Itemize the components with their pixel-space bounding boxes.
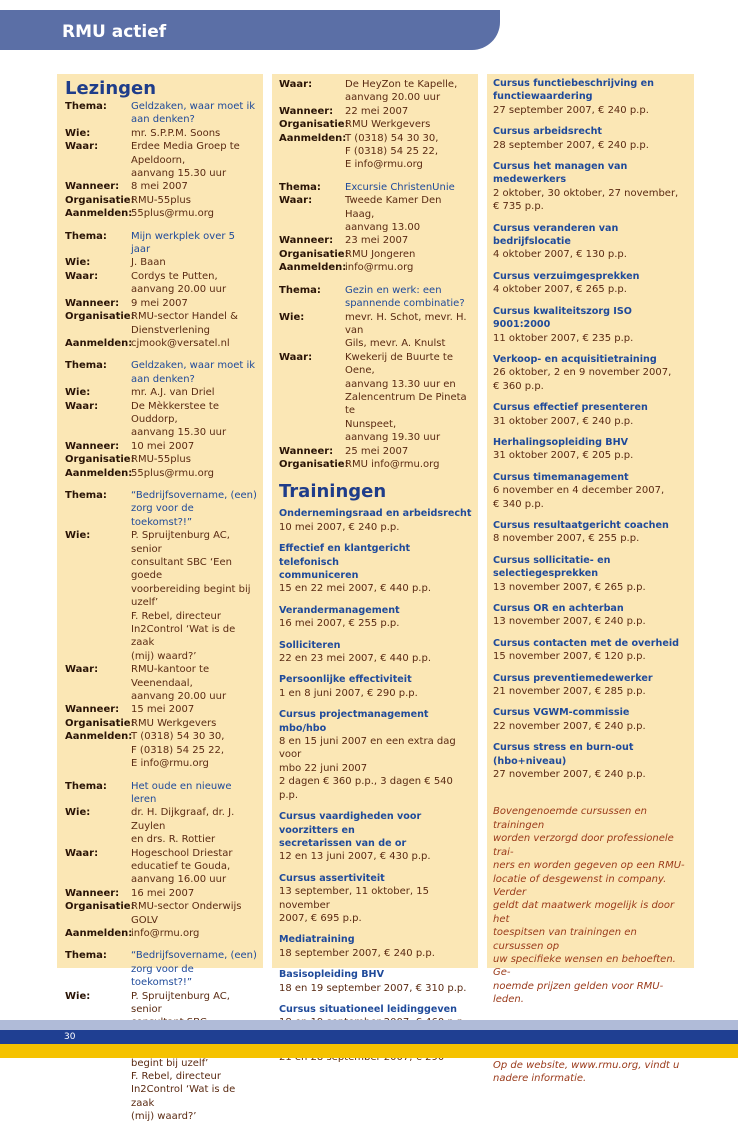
event-row: [65, 663, 257, 703]
training-details: 11 oktober 2007, € 235 p.p.: [493, 332, 634, 344]
event-row: [65, 100, 257, 127]
training-item: [493, 471, 688, 511]
event-label: Wanneer:: [65, 181, 120, 193]
event-row: [65, 529, 257, 663]
event-value: Mijn werkplek over 5 jaar: [131, 230, 236, 256]
event-block: [279, 284, 472, 472]
event-label: Waar:: [279, 351, 313, 363]
event-label: Wanneer:: [279, 235, 334, 247]
training-item: [493, 672, 688, 699]
event-label: Aanmelden:: [65, 208, 133, 220]
event-value: De HeyZon te Kapelle, aanvang 20.00 uur: [345, 79, 458, 104]
event-label: Wanneer:: [65, 887, 120, 899]
event-row: [65, 297, 257, 310]
event-value: 15 mei 2007: [131, 704, 195, 716]
event-label: Wanneer:: [65, 297, 120, 309]
event-row: [65, 927, 257, 940]
event-value: Cordys te Putten, aanvang 20.00 uur: [131, 270, 227, 296]
training-title: Cursus contacten met de overheid: [493, 637, 680, 649]
event-value: RMU Werkgevers: [345, 119, 431, 131]
event-row: [65, 386, 257, 399]
event-value: mevr. H. Schot, mevr. H. van Gils, mevr. A. Knulst: [345, 311, 467, 350]
training-details: 2 oktober, 30 oktober, 27 november, € 735 p.p.: [493, 187, 679, 213]
event-block: [65, 489, 257, 771]
training-details: 8 en 15 juni 2007 en een extra dag voor mbo 22 juni 2007 2 dagen € 360 p.p., 3 dagen € 540 p.p.: [279, 736, 456, 801]
event-value: 55plus@rmu.org: [131, 208, 214, 220]
notes-paragraph-2: Op de website, www.rmu.org, vindt u nadere informatie.: [493, 1059, 680, 1085]
event-row: [279, 248, 472, 261]
event-value: RMU-sector Handel & Dienstverlening: [131, 311, 238, 336]
event-block: [65, 100, 257, 221]
event-block: [65, 780, 257, 941]
event-value: 22 mei 2007: [345, 105, 409, 117]
event-label: Aanmelden:: [65, 731, 133, 743]
event-value: RMU-55plus: [131, 194, 191, 206]
event-value: cjmook@versatel.nl: [131, 337, 230, 349]
training-details: 26 oktober, 2 en 9 november 2007, € 360 p.p.: [493, 367, 672, 392]
event-row: [65, 256, 257, 269]
event-value: Excursie ChristenUnie: [345, 181, 455, 193]
event-row: [65, 270, 257, 297]
training-details: 13 november 2007, € 265 p.p.: [493, 581, 646, 593]
event-label: Organisatie:: [279, 458, 349, 470]
event-label: Thema:: [65, 230, 107, 242]
training-title: Cursus projectmanagement mbo/hbo: [279, 709, 429, 734]
training-details: 15 en 22 mei 2007, € 440 p.p.: [279, 583, 431, 595]
event-row: [65, 127, 257, 140]
training-title: Cursus OR en achterban: [493, 603, 624, 614]
event-row: [279, 458, 472, 471]
event-label: Waar:: [65, 141, 99, 153]
event-row: [65, 359, 257, 386]
event-label: Waar:: [65, 270, 99, 282]
column-right: [487, 74, 694, 1085]
event-row: [279, 181, 472, 194]
event-block: [65, 359, 257, 480]
event-row: [65, 207, 257, 220]
event-row: [65, 717, 257, 730]
training-item: [493, 401, 688, 428]
event-row: [279, 311, 472, 351]
training-title: Cursus sollicitatie- en selectiegesprekken: [493, 554, 611, 580]
event-label: Aanmelden:: [279, 262, 347, 274]
event-row: [65, 180, 257, 193]
training-item: [493, 160, 688, 214]
event-value: dr. H. Dijkgraaf, dr. J. Zuylen en drs. R. Rottier: [131, 807, 235, 846]
event-row: [65, 337, 257, 350]
event-value: RMU Jongeren: [345, 248, 416, 260]
event-label: Thema:: [65, 489, 107, 501]
training-item: [493, 554, 688, 594]
event-value: 25 mei 2007: [345, 445, 409, 457]
event-label: Organisatie:: [65, 194, 135, 206]
training-details: 6 november en 4 december 2007, € 340 p.p.: [493, 485, 665, 510]
training-details: 22 november 2007, € 240 p.p.: [493, 720, 646, 732]
event-label: Thema:: [279, 284, 321, 296]
lezingen-list: [65, 100, 257, 1124]
lezingen-heading: Lezingen: [65, 78, 157, 99]
event-value: “Bedrijfsovername, (een) zorg voor de toekomst?!”: [131, 950, 257, 989]
training-title: Verkoop- en acquisitietraining: [493, 353, 657, 365]
training-item: [493, 436, 688, 463]
event-value: 55plus@rmu.org: [131, 467, 214, 479]
lezingen-list-continued: [279, 78, 472, 471]
training-details: 27 november 2007, € 240 p.p.: [493, 769, 646, 781]
training-item: [493, 222, 688, 262]
event-row: [279, 261, 472, 274]
training-item: [279, 604, 472, 631]
training-item: [493, 305, 688, 345]
event-row: [279, 132, 472, 172]
event-value: Tweede Kamer Den Haag, aanvang 13.00: [345, 195, 442, 234]
event-row: [65, 847, 257, 887]
training-title: Herhalingsopleiding BHV: [493, 436, 629, 448]
event-value: RMU info@rmu.org: [345, 458, 440, 470]
event-row: [65, 780, 257, 807]
training-title: Cursus veranderen van bedrijfslocatie: [493, 222, 619, 248]
event-row: [279, 78, 472, 105]
event-label: Organisatie:: [65, 311, 135, 323]
training-title: Basisopleiding BHV: [279, 969, 384, 981]
training-title: Cursus het managen van medewerkers: [493, 161, 628, 186]
training-item: [279, 872, 472, 926]
event-row: [65, 467, 257, 480]
event-row: [65, 400, 257, 440]
training-item: [279, 639, 472, 666]
event-label: Wie:: [65, 387, 91, 399]
event-value: Geldzaken, waar moet ik aan denken?: [131, 360, 256, 385]
event-label: Wanneer:: [279, 445, 334, 457]
event-row: [279, 234, 472, 247]
footer-stripe-blue: [0, 1030, 738, 1044]
training-details: 28 september 2007, € 240 p.p.: [493, 139, 649, 151]
training-details: 4 oktober 2007, € 265 p.p.: [493, 284, 627, 296]
training-title: Persoonlijke effectiviteit: [279, 674, 412, 686]
event-label: Wie:: [65, 990, 91, 1002]
event-label: Organisatie:: [279, 119, 349, 131]
training-details: 1 en 8 juni 2007, € 290 p.p.: [279, 687, 418, 699]
training-title: Ondernemingsraad en arbeidsrecht: [279, 508, 472, 520]
training-title: Cursus preventiemedewerker: [493, 672, 653, 684]
event-label: Waar:: [279, 195, 313, 207]
event-label: Wanneer:: [65, 704, 120, 716]
event-value: 9 mei 2007: [131, 297, 188, 309]
event-label: Thema:: [65, 101, 107, 112]
training-title: Cursus kwaliteitszorg ISO 9001:2000: [493, 305, 632, 331]
event-row: [65, 140, 257, 180]
event-row: [65, 310, 257, 337]
event-value: Erdee Media Groep te Apeldoorn, aanvang 15.30 uur: [131, 141, 240, 180]
event-label: Wie:: [65, 807, 91, 819]
event-value: Kwekerij de Buurte te Oene, aanvang 13.30 uur en Zalencentrum De Pineta te Nunspeet, aanvang 19.30 uur: [345, 351, 467, 444]
event-row: [279, 351, 472, 445]
event-value: RMU Werkgevers: [131, 717, 217, 729]
event-value: mr. A.J. van Driel: [131, 387, 215, 399]
event-row: [279, 118, 472, 131]
event-value: Het oude en nieuwe leren: [131, 780, 232, 805]
event-row: [65, 194, 257, 207]
training-item: [493, 602, 688, 629]
event-row: [65, 806, 257, 846]
training-details: 21 november 2007, € 285 p.p.: [493, 686, 646, 698]
event-label: Organisatie:: [279, 248, 349, 260]
footer-stripe-light: [0, 1020, 738, 1030]
training-item: [279, 968, 472, 995]
event-row: [279, 194, 472, 234]
training-item: [493, 125, 688, 152]
event-label: Organisatie:: [65, 717, 135, 729]
event-label: Aanmelden:: [65, 337, 133, 349]
training-title: Cursus arbeidsrecht: [493, 126, 602, 138]
event-value: info@rmu.org: [345, 262, 414, 274]
training-item: [493, 270, 688, 297]
event-label: Thema:: [279, 181, 321, 193]
event-row: [65, 887, 257, 900]
trainingen-heading: Trainingen: [279, 481, 387, 503]
training-details: 31 oktober 2007, € 240 p.p.: [493, 415, 634, 427]
page-number: 30: [64, 1032, 76, 1042]
event-label: Waar:: [65, 400, 99, 412]
training-details: 16 mei 2007, € 255 p.p.: [279, 618, 400, 630]
event-label: Aanmelden:: [279, 132, 347, 144]
training-title: Solliciteren: [279, 639, 341, 651]
event-row: [65, 949, 257, 989]
training-title: Cursus situationeel leidinggeven: [279, 1003, 457, 1015]
column-lezingen: [57, 74, 263, 1123]
training-title: Cursus VGWM-commissie: [493, 707, 630, 719]
event-value: 8 mei 2007: [131, 181, 188, 193]
training-item: [279, 810, 472, 864]
event-value: P. Spruijtenburg AC, senior begint bij uzelf’ F. Rebel, directeur In2Control ‘Wat is de zaak (mij) waard?’: [131, 990, 236, 1123]
event-label: Organisatie:: [65, 454, 135, 466]
event-label: Wie:: [65, 127, 91, 139]
training-title: Mediatraining: [279, 934, 355, 946]
training-item: [493, 637, 688, 664]
training-item: [493, 77, 688, 117]
event-block: [279, 181, 472, 275]
event-label: Thema:: [65, 950, 107, 962]
event-value: 10 mei 2007: [131, 440, 195, 452]
training-details: 10 mei 2007, € 240 p.p.: [279, 521, 400, 533]
event-label: Wie:: [65, 257, 91, 269]
event-block: [279, 78, 472, 172]
event-label: Thema:: [65, 780, 107, 792]
event-value: 16 mei 2007: [131, 887, 195, 899]
event-label: Wanneer:: [279, 105, 334, 117]
training-details: 4 oktober 2007, € 130 p.p.: [493, 249, 627, 261]
event-value: T (0318) 54 30 30, F (0318) 54 25 22, E info@rmu.org: [345, 132, 439, 171]
training-title: Cursus resultaatgericht coachen: [493, 519, 669, 531]
training-details: 8 november 2007, € 255 p.p.: [493, 533, 640, 545]
event-label: Wie:: [279, 311, 305, 323]
section-title: RMU actief: [62, 22, 167, 42]
event-row: [65, 703, 257, 716]
event-value: J. Baan: [131, 257, 166, 269]
training-details: 27 september 2007, € 240 p.p.: [493, 104, 649, 116]
training-details: 18 september 2007, € 240 p.p.: [279, 947, 435, 959]
training-title: Cursus stress en burn-out (hbo+niveau): [493, 742, 634, 767]
training-item: [279, 708, 472, 802]
training-title: Cursus functiebeschrijving en functiewaardering: [493, 78, 654, 103]
training-title: Cursus vaardigheden voor voorzitters en secretarissen van de or: [279, 811, 422, 849]
event-label: Waar:: [65, 664, 99, 676]
event-value: “Bedrijfsovername, (een) zorg voor de toekomst?!”: [131, 489, 257, 528]
event-value: info@rmu.org: [131, 927, 200, 939]
event-value: Gezin en werk: een spannende combinatie?: [345, 284, 465, 310]
training-title: Cursus assertiviteit: [279, 872, 385, 884]
event-value: mr. S.P.P.M. Soons: [131, 127, 221, 139]
event-row: [65, 230, 257, 257]
training-title: Verandermanagement: [279, 604, 400, 616]
event-label: Waar:: [65, 847, 99, 859]
column-middle: [272, 74, 478, 1015]
event-label: Aanmelden:: [65, 927, 133, 939]
event-value: RMU-kantoor te Veenendaal, aanvang 20.00 uur: [131, 664, 227, 703]
training-details: 31 oktober 2007, € 205 p.p.: [493, 450, 634, 462]
training-details: 12 en 13 juni 2007, € 430 p.p.: [279, 851, 431, 863]
event-row: [279, 105, 472, 118]
training-details: 15 november 2007, € 120 p.p.: [493, 651, 646, 663]
training-item: [279, 933, 472, 960]
event-row: [65, 440, 257, 453]
training-item: [279, 507, 472, 534]
event-label: Wanneer:: [65, 440, 120, 452]
training-title: Cursus effectief presenteren: [493, 402, 648, 414]
event-value: RMU-sector Onderwijs GOLV: [131, 901, 242, 926]
event-row: [65, 900, 257, 927]
event-value: De Mèkkerstee te Ouddorp, aanvang 15.30 uur: [131, 400, 227, 439]
event-value: Geldzaken, waar moet ik aan denken?: [131, 101, 256, 126]
training-item: [493, 706, 688, 733]
event-row: [65, 730, 257, 770]
training-details: 18 en 19 september 2007, € 310 p.p.: [279, 982, 467, 994]
event-label: Organisatie:: [65, 901, 135, 913]
training-title: Effectief en klantgericht telefonisch communiceren: [279, 543, 411, 581]
event-row: [279, 445, 472, 458]
event-value: Hogeschool Driestar educatief te Gouda, aanvang 16.00 uur: [131, 847, 233, 886]
event-value: 23 mei 2007: [345, 235, 409, 247]
training-title: Cursus timemanagement: [493, 471, 629, 483]
event-label: Wie:: [65, 530, 91, 542]
training-details: 22 en 23 mei 2007, € 440 p.p.: [279, 653, 431, 665]
trainingen-list: [279, 507, 472, 1064]
training-title: Cursus verzuimgesprekken: [493, 270, 640, 282]
training-item: [279, 542, 472, 596]
event-row: [279, 284, 472, 311]
footer-stripe-yellow: [0, 1044, 738, 1058]
event-value: RMU-55plus: [131, 454, 191, 466]
event-label: Aanmelden:: [65, 467, 133, 479]
training-details: 13 september, 11 oktober, 15 november 2007, € 695 p.p.: [279, 886, 429, 924]
event-value: P. Spruijtenburg AC, senior consultant SBC ‘Een goede voorbereiding begint bij uzelf’ F. Rebel, directeur In2Control ‘Wat is de zaak (mij) waard?’: [131, 530, 251, 662]
event-label: Waar:: [279, 79, 313, 90]
training-item: [493, 519, 688, 546]
event-block: [65, 230, 257, 351]
training-item: [493, 353, 688, 393]
notes-paragraph-1: Bovengenoemde cursussen en trainingen worden verzorgd door professionele trai- ners en worden gegeven op een RMU- locatie of desgewenst in company. Verder geldt dat maatwerk mogelijk is door het toespitsen van trainingen en cursussen op uw specifieke wensen en behoeften. Ge- noemde prijzen gelden voor RMU-leden.: [493, 806, 685, 1006]
training-item: [279, 673, 472, 700]
event-value: T (0318) 54 30 30, F (0318) 54 25 22, E info@rmu.org: [131, 731, 225, 770]
event-row: [65, 453, 257, 466]
event-label: Thema:: [65, 360, 107, 372]
training-details: 13 november 2007, € 240 p.p.: [493, 616, 646, 628]
event-row: [65, 489, 257, 529]
training-item: [493, 741, 688, 781]
trainingen-list-continued: [493, 77, 688, 781]
